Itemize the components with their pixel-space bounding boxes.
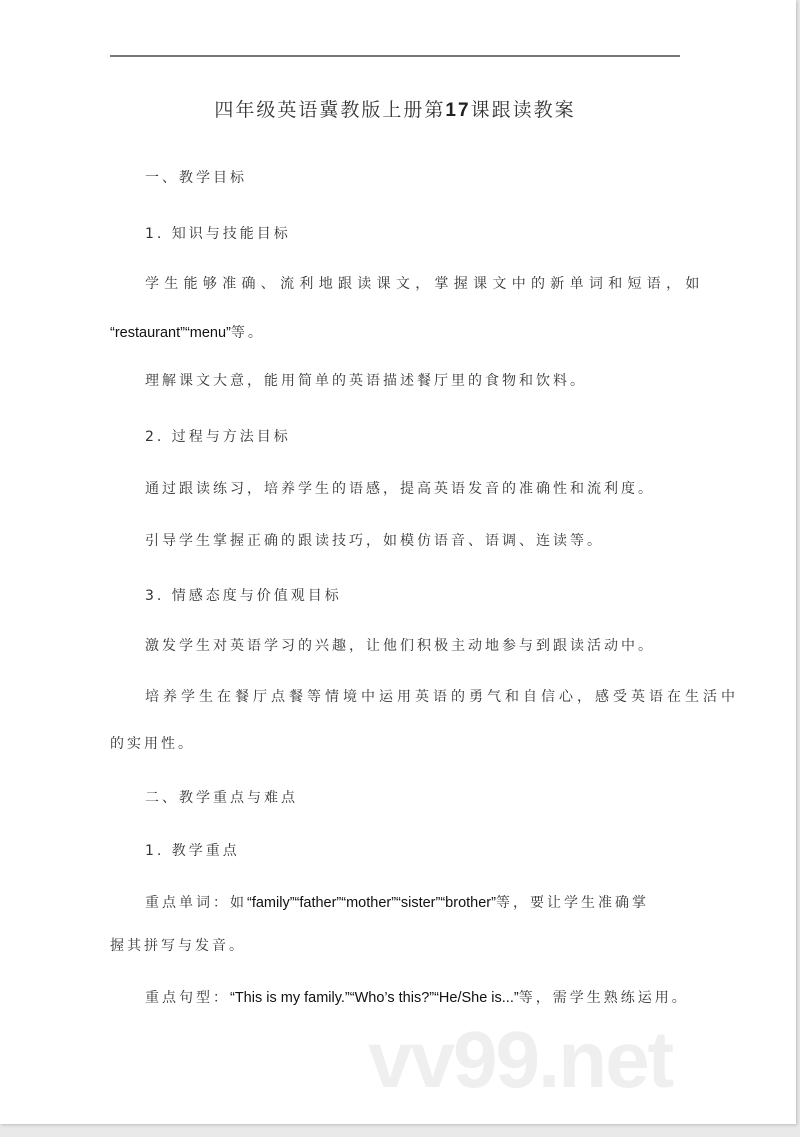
text: 等，需学生熟练运用。 <box>518 990 689 1006</box>
paragraph-continuation: 握其拼写与发音。 <box>110 938 246 954</box>
title-suffix: 课跟读教案 <box>470 99 576 121</box>
subsection-heading: 1. 教学重点 <box>145 843 240 859</box>
text: 等。 <box>230 325 265 341</box>
paragraph: 激发学生对英语学习的兴趣，让他们积极主动地参与到跟读活动中。 <box>145 638 655 654</box>
title-prefix: 四年级英语冀教版上册第 <box>214 99 446 121</box>
document-title <box>0 95 790 122</box>
paragraph <box>145 893 649 913</box>
text: 等，要让学生准确掌 <box>495 895 649 911</box>
subsection-heading: 3. 情感态度与价值观目标 <box>145 588 342 604</box>
paragraph: 通过跟读练习，培养学生的语感，提高英语发音的准确性和流利度。 <box>145 481 655 497</box>
paragraph: 学生能够准确、流利地跟读课文，掌握课文中的新单词和短语，如 <box>145 276 705 292</box>
title-number: 17 <box>445 100 471 121</box>
subsection-heading: 2. 过程与方法目标 <box>145 429 291 445</box>
section-heading: 二、教学重点与难点 <box>145 790 298 806</box>
english-terms: “This is my family.”“Who’s this?”“He/She is...” <box>230 990 519 1006</box>
english-terms: “family”“father”“mother”“sister”“brother” <box>247 895 496 911</box>
paragraph-continuation <box>110 323 265 343</box>
english-terms: “restaurant”“menu” <box>110 325 231 341</box>
text: 重点句型： <box>145 990 230 1006</box>
section-heading: 一、教学目标 <box>145 170 247 186</box>
paragraph: 理解课文大意，能用简单的英语描述餐厅里的食物和饮料。 <box>145 373 587 389</box>
paragraph-continuation: 的实用性。 <box>110 736 195 752</box>
paragraph: 引导学生掌握正确的跟读技巧，如模仿语音、语调、连读等。 <box>145 533 604 549</box>
watermark: vv99.net <box>368 1015 673 1104</box>
subsection-heading: 1. 知识与技能目标 <box>145 226 291 242</box>
header-rule <box>110 55 680 57</box>
paragraph <box>145 988 689 1008</box>
text: 重点单词：如 <box>145 895 247 911</box>
paragraph: 培养学生在餐厅点餐等情境中运用英语的勇气和自信心，感受英语在生活中 <box>145 689 739 705</box>
